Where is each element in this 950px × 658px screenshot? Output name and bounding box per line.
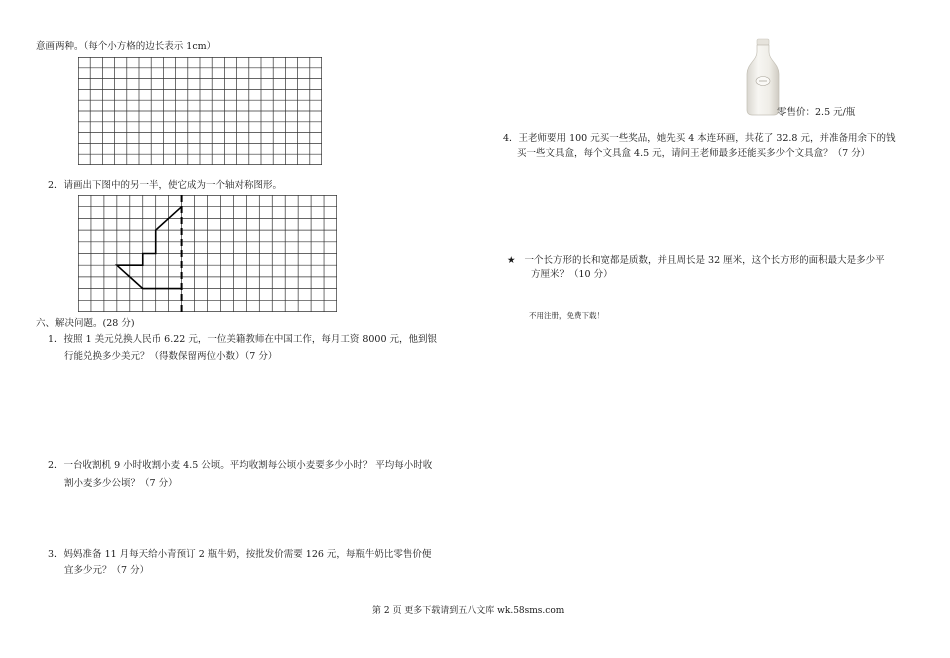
problem3-line2: 宜多少元？（7 分） (64, 565, 150, 576)
q2-line (48, 179, 282, 192)
q4-line1 (503, 132, 896, 145)
milk-bottle-image (742, 38, 784, 116)
problem3-line1 (48, 548, 431, 561)
q4-text1: 王老师要用 100 元买一些奖品，她先买 4 本连环画，共花了 32.8 元，并准备用余下的钱 (518, 133, 896, 144)
section6-title: 六、解决问题。(28 分) (36, 318, 135, 329)
star-icon: ★ (507, 255, 516, 266)
q4-line2: 买一些文具盒，每个文具盒 4.5 元，请问王老师最多还能买多少个文具盒？（7 分） (517, 148, 871, 159)
problem2-line1 (48, 459, 432, 472)
problem1-text1: 按照 1 美元兑换人民币 6.22 元，一位美籍教师在中国工作，每月工资 8000 元，他到银 (63, 334, 438, 345)
star-line2: 方厘米？（10 分） (531, 269, 613, 280)
problem3-number: 3． (48, 549, 64, 560)
problem1-line1 (48, 333, 437, 346)
q1-tail-text: 意画两种。（每个小方格的边长表示 1cm） (36, 41, 217, 52)
promo-text: 不用注册，免费下载！ (529, 311, 604, 320)
q2-text: 请画出下图中的另一半，使它成为一个轴对称图形。 (63, 180, 283, 191)
problem3-text1: 妈妈准备 11 月每天给小青预订 2 瓶牛奶，按批发价需要 126 元，每瓶牛奶比零售价便 (63, 549, 432, 560)
problem2-line2: 割小麦多少公顷？（7 分） (64, 478, 178, 489)
star-line1 (507, 254, 885, 267)
bottle-price: 零售价：2.5 元/瓶 (777, 107, 856, 118)
q2-number: 2． (48, 180, 64, 191)
symmetry-grid (78, 195, 337, 312)
problem2-number: 2． (48, 460, 64, 471)
problem1-line2: 行能兑换多少美元？（得数保留两位小数）（7 分） (64, 351, 278, 362)
problem1-number: 1． (48, 334, 64, 345)
square-grid-1 (78, 57, 322, 165)
page-footer: 第 2 页 更多下载请到五八文库 wk.58sms.com (372, 606, 565, 616)
half-figure (117, 207, 182, 289)
q4-number: 4． (503, 133, 519, 144)
problem2-text1: 一台收割机 9 小时收割小麦 4.5 公顷。平均收割每公顷小麦要多少小时？ 平均每小时收 (63, 460, 433, 471)
star-text1: 一个长方形的长和宽都是质数，并且周长是 32 厘米，这个长方形的面积最大是多少平 (524, 255, 885, 266)
